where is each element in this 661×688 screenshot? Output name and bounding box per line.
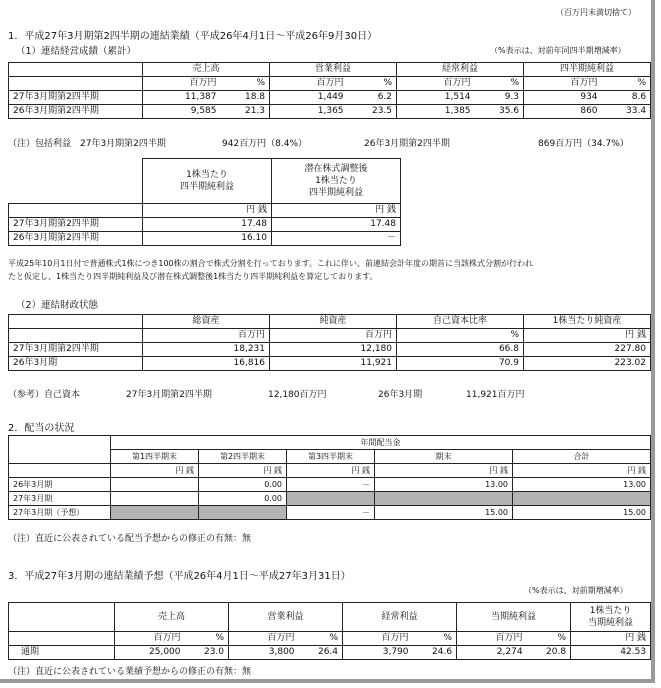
value-cell: 35.6 xyxy=(475,105,524,119)
value-cell: － xyxy=(287,478,375,492)
header-eps xyxy=(571,603,651,632)
section1-sub2: （2）連結財政状態 xyxy=(16,300,99,311)
table-row xyxy=(9,478,651,492)
header-eps-text: 1株当たり 当期純利益 xyxy=(588,606,634,628)
unit-cell: 百万円 xyxy=(115,632,185,646)
value-cell: － xyxy=(272,232,401,246)
value-cell: 18,231 xyxy=(143,343,270,357)
row-label: 27年3月期 xyxy=(9,492,111,506)
value-cell: 15.00 xyxy=(513,506,651,520)
table-header-row xyxy=(9,159,401,204)
value-cell: 3,790 xyxy=(343,646,413,660)
header-sales: 売上高 xyxy=(115,603,229,632)
value-cell: 21.3 xyxy=(221,105,270,119)
value-cell: 26.4 xyxy=(299,646,343,660)
unit-cell: % xyxy=(475,77,524,91)
header-bps: 1株当たり純資産 xyxy=(524,315,651,329)
value-cell: 23.5 xyxy=(348,105,397,119)
value-cell: 1,514 xyxy=(397,91,475,105)
value-cell: 0.00 xyxy=(199,492,287,506)
value-cell: 6.2 xyxy=(348,91,397,105)
value-cell: 16.10 xyxy=(143,232,272,246)
row-label: 27年3月期第2四半期 xyxy=(9,343,143,357)
financial-position-table xyxy=(8,314,651,371)
comprehensive-income-value-2: 869百万円（34.7%） xyxy=(538,139,629,149)
row-label: 27年3月期第2四半期 xyxy=(9,91,143,105)
value-cell: 11,921 xyxy=(270,357,397,371)
value-cell: 0.00 xyxy=(199,478,287,492)
value-cell xyxy=(111,492,199,506)
value-cell: 9.3 xyxy=(475,91,524,105)
header-operating-income: 営業利益 xyxy=(229,603,343,632)
header-annual-dividend: 年間配当金 xyxy=(111,436,651,450)
reference-equity-period-1: 27年3月期第2四半期 xyxy=(126,390,212,400)
unit-cell: % xyxy=(602,77,651,91)
value-cell: 17.48 xyxy=(143,218,272,232)
row-label: 27年3月期第2四半期 xyxy=(9,218,143,232)
value-cell: 860 xyxy=(524,105,602,119)
value-cell: 33.4 xyxy=(602,105,651,119)
value-cell: 11,387 xyxy=(143,91,221,105)
header-operating-income: 営業利益 xyxy=(270,63,397,77)
unit-cell: 円 銭 xyxy=(111,464,199,478)
header-ordinary-income: 経常利益 xyxy=(397,63,524,77)
section3-title: 3．平成27年3月期の連結業績予想（平成26年4月1日～平成27年3月31日） xyxy=(8,571,351,582)
unit-cell: % xyxy=(221,77,270,91)
value-cell: 25,000 xyxy=(115,646,185,660)
header-diluted-eps-text: 潜在株式調整後 1株当たり 四半期純利益 xyxy=(304,164,368,198)
table-unit-row xyxy=(9,464,651,478)
row-label: 26年3月期第2四半期 xyxy=(9,105,143,119)
unit-cell: 百万円 xyxy=(343,632,413,646)
unit-cell: 円 銭 xyxy=(375,464,513,478)
table-unit-row xyxy=(9,204,401,218)
value-cell: 1,385 xyxy=(397,105,475,119)
header-q3-end: 第3四半期末 xyxy=(287,450,375,464)
table-row xyxy=(9,343,651,357)
value-cell: 227.80 xyxy=(524,343,651,357)
header-sales: 売上高 xyxy=(143,63,270,77)
header-net-income: 当期純利益 xyxy=(457,603,571,632)
unit-cell: 百万円 xyxy=(270,329,397,343)
row-label: 26年3月期 xyxy=(9,357,143,371)
value-cell: － xyxy=(287,506,375,520)
unit-cell: % xyxy=(397,329,524,343)
table-unit-row xyxy=(9,77,651,91)
value-cell: 16,816 xyxy=(143,357,270,371)
eps-table xyxy=(8,158,401,246)
reference-equity-value-1: 12,180百万円 xyxy=(268,390,327,400)
unit-cell: % xyxy=(413,632,457,646)
row-label: 26年3月期第2四半期 xyxy=(9,232,143,246)
unit-cell: 百万円 xyxy=(397,77,475,91)
table-header-row xyxy=(9,63,651,77)
unit-cell: 百万円 xyxy=(457,632,527,646)
unit-cell: 円 銭 xyxy=(272,204,401,218)
table-unit-row xyxy=(9,329,651,343)
header-q1-end: 第1四半期末 xyxy=(111,450,199,464)
header-eps-text: 1株当たり 四半期純利益 xyxy=(179,170,234,192)
header-ordinary-income: 経常利益 xyxy=(343,603,457,632)
table-header-row xyxy=(9,315,651,329)
unit-cell: % xyxy=(527,632,571,646)
value-cell: 934 xyxy=(524,91,602,105)
table-row xyxy=(9,357,651,371)
header-total-assets: 総資産 xyxy=(143,315,270,329)
value-cell: 42.53 xyxy=(571,646,651,660)
value-cell: 23.0 xyxy=(185,646,229,660)
unit-cell: 百万円 xyxy=(270,77,348,91)
table-header-row xyxy=(9,450,651,464)
unit-cell: 円 銭 xyxy=(571,632,651,646)
value-cell: 3,800 xyxy=(229,646,299,660)
forecast-table xyxy=(8,602,651,660)
header-net-assets: 純資産 xyxy=(270,315,397,329)
unit-cell: % xyxy=(348,77,397,91)
table-header-row xyxy=(9,603,651,632)
value-cell: 13.00 xyxy=(375,478,513,492)
shaded-cell xyxy=(375,492,513,506)
shaded-cell xyxy=(199,506,287,520)
section1-pct-note: （%表示は、対前年同四半期増減率） xyxy=(490,46,626,55)
unit-cell: 円 銭 xyxy=(513,464,651,478)
unit-cell: 百万円 xyxy=(524,77,602,91)
value-cell: 9,585 xyxy=(143,105,221,119)
unit-cell: 円 銭 xyxy=(199,464,287,478)
row-label: 27年3月期（予想） xyxy=(9,506,111,520)
unit-cell: 円 銭 xyxy=(143,204,272,218)
shaded-cell xyxy=(287,492,375,506)
comprehensive-income-value-1: 942百万円（8.4%） xyxy=(222,139,308,149)
header-diluted-eps xyxy=(272,159,401,204)
dividend-table xyxy=(8,435,651,520)
row-label: 通期 xyxy=(9,646,115,660)
row-label: 26年3月期 xyxy=(9,478,111,492)
value-cell: 13.00 xyxy=(513,478,651,492)
unit-cell: 百万円 xyxy=(229,632,299,646)
unit-cell: % xyxy=(185,632,229,646)
unit-cell: 百万円 xyxy=(143,329,270,343)
unit-cell: % xyxy=(299,632,343,646)
table-row xyxy=(9,506,651,520)
value-cell: 15.00 xyxy=(375,506,513,520)
section1-sub1: （1）連結経営成績（累計） xyxy=(16,46,137,57)
table-row xyxy=(9,646,651,660)
table-row xyxy=(9,492,651,506)
value-cell: 8.6 xyxy=(602,91,651,105)
dividend-revision-note: （注）直近に公表されている配当予想からの修正の有無：無 xyxy=(8,534,252,544)
section1-title: 1．平成27年3月期第2四半期の連結業績（平成26年4月1日～平成26年9月30日） xyxy=(8,31,378,42)
table-unit-row xyxy=(9,632,651,646)
value-cell: 18.8 xyxy=(221,91,270,105)
table-row xyxy=(9,218,401,232)
value-cell: 223.02 xyxy=(524,357,651,371)
section2-title: 2．配当の状況 xyxy=(8,423,75,434)
unit-note: （百万円未満切捨て） xyxy=(556,8,636,17)
value-cell: 24.6 xyxy=(413,646,457,660)
header-net-income: 四半期純利益 xyxy=(524,63,651,77)
value-cell: 12,180 xyxy=(270,343,397,357)
table-row xyxy=(9,91,651,105)
forecast-revision-note: （注）直近に公表されている業績予想からの修正の有無：無 xyxy=(8,667,252,677)
table-row xyxy=(9,105,651,119)
value-cell: 17.48 xyxy=(272,218,401,232)
reference-equity-value-2: 11,921百万円 xyxy=(466,390,525,400)
table-header-row xyxy=(9,436,651,450)
comprehensive-income-note: （注）包括利益 27年3月期第2四半期 xyxy=(8,139,166,149)
value-cell: 66.8 xyxy=(397,343,524,357)
unit-cell: 円 銭 xyxy=(287,464,375,478)
comprehensive-income-period-2: 26年3月期第2四半期 xyxy=(364,139,450,149)
value-cell: 70.9 xyxy=(397,357,524,371)
shaded-cell xyxy=(513,492,651,506)
header-equity-ratio: 自己資本比率 xyxy=(397,315,524,329)
table-row xyxy=(9,232,401,246)
section3-pct-note: （%表示は、対前期増減率） xyxy=(524,586,628,595)
value-cell: 1,365 xyxy=(270,105,348,119)
reference-equity-label: （参考）自己資本 xyxy=(8,390,81,400)
reference-equity-period-2: 26年3月期 xyxy=(378,390,423,400)
shaded-cell xyxy=(111,506,199,520)
header-q2-end: 第2四半期末 xyxy=(199,450,287,464)
unit-cell: 百万円 xyxy=(143,77,221,91)
unit-cell: 円 銭 xyxy=(524,329,651,343)
header-eps xyxy=(143,159,272,204)
stock-split-note-line2: たと仮定し、1株当たり四半期純利益及び潜在株式調整後1株当たり四半期純利益を算定しております。 xyxy=(8,272,378,281)
value-cell: 2,274 xyxy=(457,646,527,660)
header-total: 合計 xyxy=(513,450,651,464)
value-cell xyxy=(111,478,199,492)
header-year-end: 期末 xyxy=(375,450,513,464)
operating-results-table xyxy=(8,62,651,119)
value-cell: 20.8 xyxy=(527,646,571,660)
value-cell: 1,449 xyxy=(270,91,348,105)
stock-split-note-line1: 平成25年10月1日付で普通株式1株につき100株の割合で株式分割を行っております。これに伴い、前連結会計年度の期首に当該株式分割が行われ xyxy=(8,259,534,268)
